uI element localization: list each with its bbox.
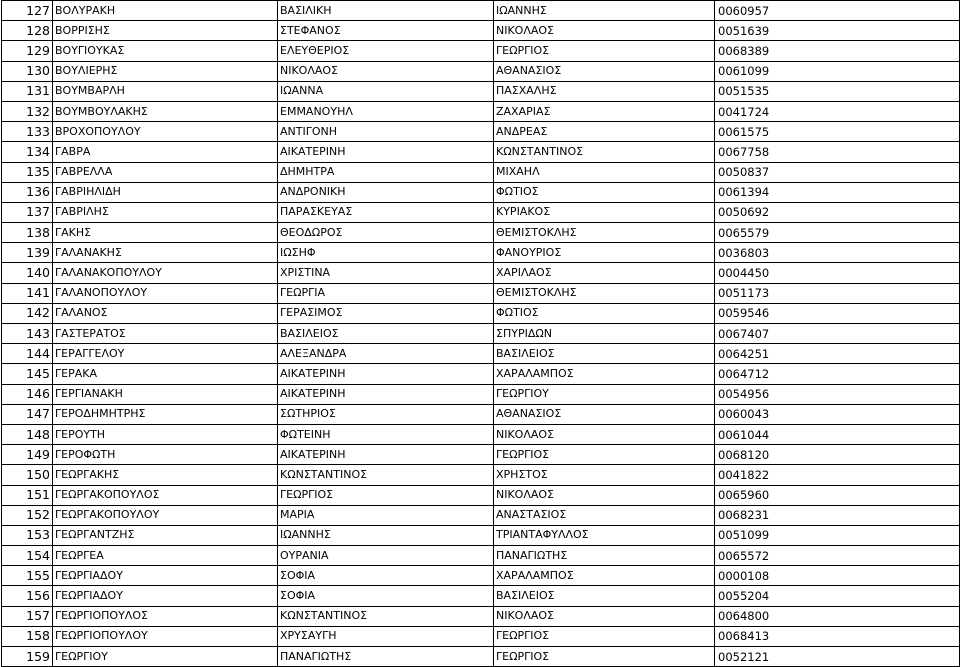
- first-name-cell: ΙΩΣΗΦ: [278, 243, 494, 263]
- surname-cell: ΓΑΚΗΣ: [53, 223, 278, 243]
- table-row: [2, 404, 960, 424]
- row-number: 156: [2, 586, 53, 606]
- row-number: 139: [2, 243, 53, 263]
- code-cell: 0067407: [715, 324, 960, 344]
- first-name-cell: ΦΩΤΕΙΝΗ: [278, 424, 494, 444]
- row-number: 142: [2, 303, 53, 323]
- records-table: [1, 0, 960, 667]
- row-number: 150: [2, 465, 53, 485]
- father-name-cell: ΑΝΑΣΤΑΣΙΟΣ: [494, 505, 715, 525]
- code-cell: 0054956: [715, 384, 960, 404]
- table-row: [2, 364, 960, 384]
- first-name-cell: ΑΝΔΡΟΝΙΚΗ: [278, 182, 494, 202]
- first-name-cell: ΣΟΦΙΑ: [278, 566, 494, 586]
- surname-cell: ΒΡΟΧΟΠΟΥΛΟΥ: [53, 122, 278, 142]
- code-cell: 0068389: [715, 41, 960, 61]
- first-name-cell: ΣΤΕΦΑΝΟΣ: [278, 21, 494, 41]
- row-number: 132: [2, 101, 53, 121]
- father-name-cell: ΝΙΚΟΛΑΟΣ: [494, 21, 715, 41]
- code-cell: 0050837: [715, 162, 960, 182]
- surname-cell: ΓΑΛΑΝΟΠΟΥΛΟΥ: [53, 283, 278, 303]
- father-name-cell: ΦΑΝΟΥΡΙΟΣ: [494, 243, 715, 263]
- code-cell: 0061394: [715, 182, 960, 202]
- table-row: [2, 586, 960, 606]
- code-cell: 0059546: [715, 303, 960, 323]
- surname-cell: ΓΑΒΡΕΛΛΑ: [53, 162, 278, 182]
- code-cell: 0051639: [715, 21, 960, 41]
- father-name-cell: ΝΙΚΟΛΑΟΣ: [494, 424, 715, 444]
- surname-cell: ΓΕΡΟΦΩΤΗ: [53, 445, 278, 465]
- code-cell: 0061575: [715, 122, 960, 142]
- first-name-cell: ΑΙΚΑΤΕΡΙΝΗ: [278, 142, 494, 162]
- code-cell: 0041822: [715, 465, 960, 485]
- table-row: [2, 263, 960, 283]
- code-cell: 0052121: [715, 647, 960, 667]
- surname-cell: ΓΕΩΡΓΙΟΠΟΥΛΟΥ: [53, 626, 278, 646]
- father-name-cell: ΙΩΑΝΝΗΣ: [494, 1, 715, 21]
- first-name-cell: ΒΑΣΙΛΕΙΟΣ: [278, 324, 494, 344]
- code-cell: 0068413: [715, 626, 960, 646]
- table-row: [2, 283, 960, 303]
- father-name-cell: ΑΘΑΝΑΣΙΟΣ: [494, 61, 715, 81]
- surname-cell: ΒΟΛΥΡΑΚΗ: [53, 1, 278, 21]
- father-name-cell: ΓΕΩΡΓΙΟΣ: [494, 626, 715, 646]
- surname-cell: ΒΟΥΛΙΕΡΗΣ: [53, 61, 278, 81]
- surname-cell: ΓΕΩΡΓΙΟΠΟΥΛΟΣ: [53, 606, 278, 626]
- father-name-cell: ΓΕΩΡΓΙΟΥ: [494, 384, 715, 404]
- table-row: [2, 647, 960, 667]
- code-cell: 0061044: [715, 424, 960, 444]
- code-cell: 0041724: [715, 101, 960, 121]
- surname-cell: ΒΟΡΡΙΣΗΣ: [53, 21, 278, 41]
- surname-cell: ΓΕΩΡΓΑΝΤΖΗΣ: [53, 525, 278, 545]
- surname-cell: ΓΕΡΑΚΑ: [53, 364, 278, 384]
- first-name-cell: ΟΥΡΑΝΙΑ: [278, 546, 494, 566]
- row-number: 129: [2, 41, 53, 61]
- surname-cell: ΓΑΒΡΙΗΛΙΔΗ: [53, 182, 278, 202]
- father-name-cell: ΠΑΝΑΓΙΩΤΗΣ: [494, 546, 715, 566]
- table-row: [2, 142, 960, 162]
- table-row: [2, 21, 960, 41]
- table-row: [2, 505, 960, 525]
- code-cell: 0065960: [715, 485, 960, 505]
- row-number: 128: [2, 21, 53, 41]
- row-number: 159: [2, 647, 53, 667]
- first-name-cell: ΠΑΝΑΓΙΩΤΗΣ: [278, 647, 494, 667]
- row-number: 148: [2, 424, 53, 444]
- code-cell: 0067758: [715, 142, 960, 162]
- code-cell: 0000108: [715, 566, 960, 586]
- father-name-cell: ΓΕΩΡΓΙΟΣ: [494, 41, 715, 61]
- father-name-cell: ΒΑΣΙΛΕΙΟΣ: [494, 344, 715, 364]
- father-name-cell: ΘΕΜΙΣΤΟΚΛΗΣ: [494, 283, 715, 303]
- row-number: 158: [2, 626, 53, 646]
- surname-cell: ΓΕΡΓΙΑΝΑΚΗ: [53, 384, 278, 404]
- table-row: [2, 445, 960, 465]
- first-name-cell: ΑΛΕΞΑΝΔΡΑ: [278, 344, 494, 364]
- code-cell: 0004450: [715, 263, 960, 283]
- father-name-cell: ΣΠΥΡΙΔΩΝ: [494, 324, 715, 344]
- surname-cell: ΒΟΥΜΒΑΡΛΗ: [53, 81, 278, 101]
- code-cell: 0055204: [715, 586, 960, 606]
- row-number: 157: [2, 606, 53, 626]
- table-row: [2, 61, 960, 81]
- table-row: [2, 344, 960, 364]
- row-number: 144: [2, 344, 53, 364]
- code-cell: 0060043: [715, 404, 960, 424]
- first-name-cell: ΧΡΙΣΤΙΝΑ: [278, 263, 494, 283]
- first-name-cell: ΓΕΩΡΓΙΟΣ: [278, 485, 494, 505]
- code-cell: 0051099: [715, 525, 960, 545]
- row-number: 147: [2, 404, 53, 424]
- surname-cell: ΓΕΡΟΥΤΗ: [53, 424, 278, 444]
- surname-cell: ΓΕΡΑΓΓΕΛΟΥ: [53, 344, 278, 364]
- row-number: 131: [2, 81, 53, 101]
- father-name-cell: ΑΝΔΡΕΑΣ: [494, 122, 715, 142]
- first-name-cell: ΣΩΤΗΡΙΟΣ: [278, 404, 494, 424]
- code-cell: 0065572: [715, 546, 960, 566]
- table-row: [2, 566, 960, 586]
- row-number: 151: [2, 485, 53, 505]
- code-cell: 0064712: [715, 364, 960, 384]
- code-cell: 0064800: [715, 606, 960, 626]
- table-row: [2, 223, 960, 243]
- code-cell: 0050692: [715, 202, 960, 222]
- father-name-cell: ΤΡΙΑΝΤΑΦΥΛΛΟΣ: [494, 525, 715, 545]
- row-number: 133: [2, 122, 53, 142]
- father-name-cell: ΦΩΤΙΟΣ: [494, 303, 715, 323]
- row-number: 152: [2, 505, 53, 525]
- surname-cell: ΓΑΒΡΑ: [53, 142, 278, 162]
- father-name-cell: ΑΘΑΝΑΣΙΟΣ: [494, 404, 715, 424]
- first-name-cell: ΒΑΣΙΛΙΚΗ: [278, 1, 494, 21]
- father-name-cell: ΧΑΡΑΛΑΜΠΟΣ: [494, 566, 715, 586]
- row-number: 135: [2, 162, 53, 182]
- surname-cell: ΒΟΥΓΙΟΥΚΑΣ: [53, 41, 278, 61]
- row-number: 140: [2, 263, 53, 283]
- surname-cell: ΓΕΩΡΓΑΚΗΣ: [53, 465, 278, 485]
- table-row: [2, 1, 960, 21]
- row-number: 138: [2, 223, 53, 243]
- row-number: 143: [2, 324, 53, 344]
- surname-cell: ΓΑΛΑΝΑΚΟΠΟΥΛΟΥ: [53, 263, 278, 283]
- row-number: 146: [2, 384, 53, 404]
- first-name-cell: ΚΩΝΣΤΑΝΤΙΝΟΣ: [278, 465, 494, 485]
- surname-cell: ΓΑΣΤΕΡΑΤΟΣ: [53, 324, 278, 344]
- table-row: [2, 546, 960, 566]
- first-name-cell: ΙΩΑΝΝΑ: [278, 81, 494, 101]
- table-row: [2, 424, 960, 444]
- row-number: 149: [2, 445, 53, 465]
- code-cell: 0036803: [715, 243, 960, 263]
- father-name-cell: ΒΑΣΙΛΕΙΟΣ: [494, 586, 715, 606]
- table-row: [2, 41, 960, 61]
- table-row: [2, 303, 960, 323]
- table-row: [2, 162, 960, 182]
- first-name-cell: ΠΑΡΑΣΚΕΥΑΣ: [278, 202, 494, 222]
- first-name-cell: ΕΛΕΥΘΕΡΙΟΣ: [278, 41, 494, 61]
- first-name-cell: ΔΗΜΗΤΡΑ: [278, 162, 494, 182]
- father-name-cell: ΚΥΡΙΑΚΟΣ: [494, 202, 715, 222]
- table-row: [2, 122, 960, 142]
- father-name-cell: ΧΡΗΣΤΟΣ: [494, 465, 715, 485]
- first-name-cell: ΧΡΥΣΑΥΓΗ: [278, 626, 494, 646]
- table-row: [2, 243, 960, 263]
- code-cell: 0051535: [715, 81, 960, 101]
- table-row: [2, 182, 960, 202]
- code-cell: 0064251: [715, 344, 960, 364]
- father-name-cell: ΧΑΡΙΛΑΟΣ: [494, 263, 715, 283]
- row-number: 154: [2, 546, 53, 566]
- surname-cell: ΓΕΩΡΓΕΑ: [53, 546, 278, 566]
- first-name-cell: ΓΕΩΡΓΙΑ: [278, 283, 494, 303]
- code-cell: 0051173: [715, 283, 960, 303]
- table-row: [2, 81, 960, 101]
- father-name-cell: ΜΙΧΑΗΛ: [494, 162, 715, 182]
- row-number: 137: [2, 202, 53, 222]
- first-name-cell: ΑΙΚΑΤΕΡΙΝΗ: [278, 384, 494, 404]
- code-cell: 0060957: [715, 1, 960, 21]
- father-name-cell: ΝΙΚΟΛΑΟΣ: [494, 606, 715, 626]
- code-cell: 0068231: [715, 505, 960, 525]
- first-name-cell: ΑΙΚΑΤΕΡΙΝΗ: [278, 364, 494, 384]
- surname-cell: ΓΑΛΑΝΑΚΗΣ: [53, 243, 278, 263]
- surname-cell: ΒΟΥΜΒΟΥΛΑΚΗΣ: [53, 101, 278, 121]
- records-table-body: [2, 1, 960, 667]
- table-row: [2, 465, 960, 485]
- table-row: [2, 202, 960, 222]
- surname-cell: ΓΕΡΟΔΗΜΗΤΡΗΣ: [53, 404, 278, 424]
- table-row: [2, 485, 960, 505]
- row-number: 134: [2, 142, 53, 162]
- surname-cell: ΓΕΩΡΓΑΚΟΠΟΥΛΟΥ: [53, 505, 278, 525]
- father-name-cell: ΦΩΤΙΟΣ: [494, 182, 715, 202]
- surname-cell: ΓΕΩΡΓΙΑΔΟΥ: [53, 586, 278, 606]
- table-row: [2, 606, 960, 626]
- row-number: 153: [2, 525, 53, 545]
- father-name-cell: ΚΩΝΣΤΑΝΤΙΝΟΣ: [494, 142, 715, 162]
- row-number: 130: [2, 61, 53, 81]
- row-number: 127: [2, 1, 53, 21]
- father-name-cell: ΝΙΚΟΛΑΟΣ: [494, 485, 715, 505]
- table-row: [2, 384, 960, 404]
- first-name-cell: ΘΕΟΔΩΡΟΣ: [278, 223, 494, 243]
- first-name-cell: ΣΟΦΙΑ: [278, 586, 494, 606]
- first-name-cell: ΑΙΚΑΤΕΡΙΝΗ: [278, 445, 494, 465]
- row-number: 155: [2, 566, 53, 586]
- father-name-cell: ΓΕΩΡΓΙΟΣ: [494, 445, 715, 465]
- table-row: [2, 324, 960, 344]
- table-row: [2, 101, 960, 121]
- first-name-cell: ΕΜΜΑΝΟΥΗΛ: [278, 101, 494, 121]
- first-name-cell: ΚΩΝΣΤΑΝΤΙΝΟΣ: [278, 606, 494, 626]
- first-name-cell: ΙΩΑΝΝΗΣ: [278, 525, 494, 545]
- surname-cell: ΓΑΒΡΙΛΗΣ: [53, 202, 278, 222]
- table-row: [2, 525, 960, 545]
- row-number: 145: [2, 364, 53, 384]
- father-name-cell: ΓΕΩΡΓΙΟΣ: [494, 647, 715, 667]
- table-row: [2, 626, 960, 646]
- row-number: 136: [2, 182, 53, 202]
- first-name-cell: ΓΕΡΑΣΙΜΟΣ: [278, 303, 494, 323]
- first-name-cell: ΝΙΚΟΛΑΟΣ: [278, 61, 494, 81]
- surname-cell: ΓΕΩΡΓΑΚΟΠΟΥΛΟΣ: [53, 485, 278, 505]
- surname-cell: ΓΕΩΡΓΙΟΥ: [53, 647, 278, 667]
- surname-cell: ΓΕΩΡΓΙΑΔΟΥ: [53, 566, 278, 586]
- first-name-cell: ΑΝΤΙΓΟΝΗ: [278, 122, 494, 142]
- code-cell: 0065579: [715, 223, 960, 243]
- father-name-cell: ΧΑΡΑΛΑΜΠΟΣ: [494, 364, 715, 384]
- code-cell: 0068120: [715, 445, 960, 465]
- row-number: 141: [2, 283, 53, 303]
- first-name-cell: ΜΑΡΙΑ: [278, 505, 494, 525]
- surname-cell: ΓΑΛΑΝΟΣ: [53, 303, 278, 323]
- father-name-cell: ΖΑΧΑΡΙΑΣ: [494, 101, 715, 121]
- father-name-cell: ΘΕΜΙΣΤΟΚΛΗΣ: [494, 223, 715, 243]
- code-cell: 0061099: [715, 61, 960, 81]
- father-name-cell: ΠΑΣΧΑΛΗΣ: [494, 81, 715, 101]
